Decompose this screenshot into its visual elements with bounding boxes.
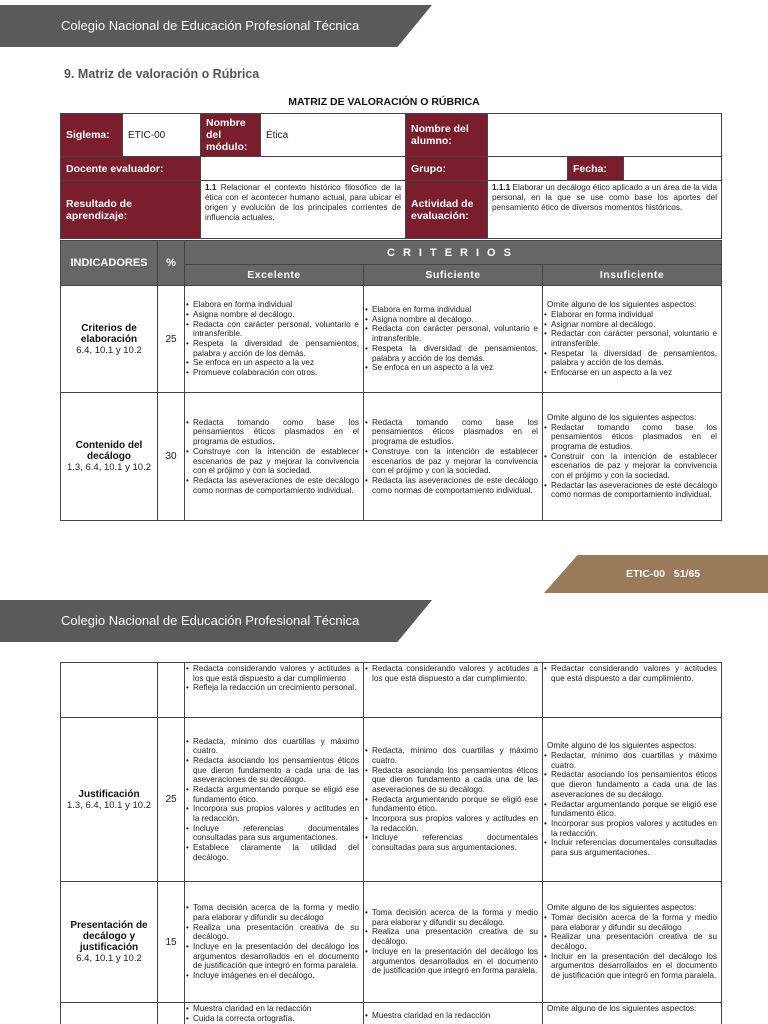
list-item: • Incluir en la presentación del decálogo los argumentos desarrollados en el documento de justificación que integró en forma paralela. [547, 952, 717, 981]
table-row [61, 393, 722, 521]
grupo-label: Grupo: [406, 157, 488, 181]
footer-page [626, 555, 700, 593]
list-item: • Enfocarse en un aspecto a la vez [547, 368, 717, 378]
indicator-cell [61, 663, 158, 718]
indicator-name: Presentación de decálogo y justificación [70, 920, 148, 953]
list-item: • Elabora en forma individual [189, 300, 359, 310]
info-table [60, 113, 722, 239]
alumno-value [488, 114, 722, 157]
criterios-header: CRITERIOS [185, 241, 722, 265]
list-item: • Incorpora sus propios valores y actitudes en la redacción. [189, 804, 359, 823]
suficiente-cell [364, 393, 543, 521]
pct-cell: 25 [158, 286, 185, 393]
excelente-cell [185, 663, 364, 718]
indicator-name: Justificación [78, 788, 140, 800]
header-title: Colegio Nacional de Educación Profesional Técnica [61, 613, 360, 628]
list-item: • Incluye referencias documentales consultadas para sus argumentaciones. [189, 824, 359, 843]
list-item: • Redacta argumentando porque se eligió ese fundamento ético. [189, 785, 359, 804]
footer-page-number: 51/65 [673, 568, 701, 580]
table-row [61, 882, 722, 1003]
list-item: • Redactar con carácter personal, voluntario e intransferible. [547, 329, 717, 348]
list-item: • Redactar, mínimo dos cuartillas y máximo cuatro. [547, 751, 717, 770]
list-item: • Incluye en la presentación del decálogo los argumentos desarrollados en el documento de justificación que integró en forma paralela. [368, 947, 538, 976]
list-item: • Construye con la intención de establecer escenarios de paz y mejorar la convivencia con el prójimo y con la sociedad. [189, 447, 359, 476]
indicator-cell [61, 718, 158, 882]
rubric-table-continued [60, 662, 722, 1024]
indicator-cell [61, 882, 158, 1003]
list-item: • Redacta con carácter personal, voluntario e intransferible. [189, 320, 359, 339]
footer-code: ETIC-00 [626, 568, 666, 580]
indicator-name: Contenido del decálogo [75, 440, 143, 462]
insuficiente-header: Insuficiente [543, 265, 722, 286]
pct-cell [158, 663, 185, 718]
modulo-value: Ética [261, 114, 406, 157]
table-row [61, 718, 722, 882]
list-item: • Incorpora sus propios valores y actitudes en la redacción. [368, 814, 538, 833]
excelente-cell [185, 393, 364, 521]
table-row [61, 663, 722, 718]
indicator-refs: 6.4, 10.1 y 10.2 [76, 344, 142, 356]
grupo-value [488, 157, 568, 181]
suficiente-cell [364, 1003, 543, 1024]
list-item: • Redacta, mínimo dos cuartillas y máximo cuatro. [368, 746, 538, 765]
list-item: • Redactar argumentando porque se eligió ese fundamento ético. [547, 800, 717, 819]
list-item: • Construye con la intención de establecer escenarios de paz y mejorar la convivencia con el prójimo y con la sociedad. [368, 447, 538, 476]
resultado-text [201, 181, 406, 239]
excelente-cell [185, 882, 364, 1003]
list-item: • Redacta las aseveraciones de este decálogo como normas de comportamiento individual. [189, 476, 359, 495]
insuficiente-intro: Omite alguno de los siguientes aspectos: [547, 741, 697, 751]
list-item: • Elabora en forma individual [368, 305, 538, 315]
list-item: • Redactar considerando valores y actitudes que está dispuesto a dar cumplimiento. [547, 664, 717, 683]
list-item: • Asignar nombre al decálogo. [547, 320, 717, 330]
docente-label: Docente evaluador: [61, 157, 201, 181]
list-item: • Toma decisión acerca de la forma y medio para elaborar y difundir su decálogo [189, 903, 359, 922]
list-item: • Redactar asociando los pensamientos éticos que dieron fundamento a cada una de las aseveraciones de su decálogo. [547, 770, 717, 799]
excelente-cell [185, 718, 364, 882]
section-number: 9. [64, 67, 75, 81]
pct-cell: 25 [158, 718, 185, 882]
excelente-cell [185, 1003, 364, 1024]
list-item: • Asigna nombre al decálogo. [368, 315, 538, 325]
insuficiente-cell [543, 663, 722, 718]
list-item: • Incluye imágenes en el decálogo. [189, 971, 359, 981]
list-item: • Redacta las aseveraciones de este decálogo como normas de comportamiento individual. [368, 476, 538, 495]
list-item: • Redacta considerando valores y actitudes a los que está dispuesto a dar cumplimiento. [368, 664, 538, 683]
insuficiente-intro: Omite alguno de los siguientes aspectos: [547, 903, 697, 913]
indicator-refs: 1.3, 6.4, 10.1 y 10.2 [67, 462, 151, 473]
list-item: • Muestra claridad en la redacción [189, 1004, 359, 1014]
pct-cell: 15 [158, 882, 185, 1003]
header-title: Colegio Nacional de Educación Profesional Técnica [61, 18, 360, 33]
list-item: • Realiza una presentación creativa de su decálogo. [368, 927, 538, 946]
suficiente-header: Suficiente [364, 265, 543, 286]
list-item: • Incluye referencias documentales consultadas para sus argumentaciones. [368, 833, 538, 852]
pct-header: % [158, 241, 185, 286]
list-item: • Establece claramente la utilidad del decálogo. [189, 843, 359, 862]
list-item: • Respetar la diversidad de pensamientos, palabra y acción de los demás. [547, 349, 717, 368]
list-item: • Tomar decisión acerca de la forma y medio para elaborar y difundir su decálogo [547, 913, 717, 932]
list-item: • Incorporar sus propios valores y actitudes en la redacción. [547, 819, 717, 838]
list-item: • Redactar las aseveraciones de este decálogo como normas de comportamiento individual. [547, 481, 717, 500]
fecha-label: Fecha: [568, 157, 624, 181]
list-item: • Respeta la diversidad de pensamientos, palabra y acción de los demás. [189, 339, 359, 358]
insuficiente-cell [543, 882, 722, 1003]
suficiente-cell [364, 718, 543, 882]
fecha-value [624, 157, 722, 181]
docente-value [201, 157, 406, 181]
insuficiente-cell [543, 1003, 722, 1024]
list-item: • Incluye en la presentación del decálogo los argumentos desarrollados en el documento de justificación que integró en forma paralela. [189, 942, 359, 971]
section-title [64, 67, 259, 81]
table-row [61, 286, 722, 393]
list-item: • Asigna nombre al decálogo. [189, 310, 359, 320]
list-item: • Redacta con carácter personal, voluntario e intransferible. [368, 324, 538, 343]
list-item: • Realiza una presentación creativa de su decálogo. [189, 923, 359, 942]
list-item: • Redacta tomando como base los pensamientos éticos plasmados en el programa de estudios. [189, 418, 359, 447]
actividad-text [488, 181, 722, 239]
list-item: • Incluir referencias documentales consultadas para sus argumentaciones. [547, 838, 717, 857]
list-item: • Redacta asociando los pensamientos éticos que dieron fundamento a cada una de las aseveraciones de su decálogo. [368, 766, 538, 795]
actividad-num: 1.1.1 [492, 183, 511, 192]
alumno-label: Nombre del alumno: [406, 114, 488, 157]
indicator-name: Criterios de elaboración [80, 322, 138, 345]
pct-cell [158, 1003, 185, 1024]
list-item: • Promueve colaboración con otros. [189, 368, 359, 378]
modulo-label: Nombre del módulo: [201, 114, 261, 157]
actividad-label: Actividad de evaluación: [406, 181, 488, 239]
excelente-cell [185, 286, 364, 393]
list-item: • Refleja la redacción un crecimiento personal. [189, 683, 359, 693]
suficiente-cell [364, 286, 543, 393]
suficiente-cell [364, 663, 543, 718]
indicator-cell [61, 1003, 158, 1024]
list-item: • Elaborar en forma individual [547, 310, 717, 320]
resultado-desc: Relacionar el contexto histórico filosófico de la ética con el acontecer humano actual, para ubicar el origen y evolución de los principales corrientes de influencia actuales. [205, 183, 402, 222]
rubric-table [60, 240, 722, 521]
siglema-value: ETIC-00 [123, 114, 201, 157]
list-item: • Se enfoca en un aspecto a la vez [189, 358, 359, 368]
actividad-desc: Elaborar un decálogo ético aplicado a un área de la vida personal, en la que se use como base los aportes del pensamiento ético de diversos momentos históricos. [492, 183, 718, 212]
resultado-num: 1.1 [205, 183, 217, 192]
list-item: • Redactar tomando como base los pensamientos éticos plasmados en el programa de estudios. [547, 423, 717, 452]
table-row [61, 1003, 722, 1024]
list-item: • Redacta tomando como base los pensamientos éticos plasmados en el programa de estudios. [368, 418, 538, 447]
insuficiente-cell [543, 718, 722, 882]
excelente-header: Excelente [185, 265, 364, 286]
list-item: • Realizar una presentación creativa de su decálogo. [547, 932, 717, 951]
list-item: • Toma decisión acerca de la forma y medio para elaborar y difundir su decálogo. [368, 908, 538, 927]
indicator-cell [61, 393, 158, 521]
siglema-label: Siglema: [61, 114, 123, 157]
indicadores-header: INDICADORES [61, 241, 158, 286]
list-item: • Cuida la correcta ortografía. [189, 1014, 359, 1024]
pct-cell: 30 [158, 393, 185, 521]
list-item: • Se enfoca en un aspecto a la vez [368, 363, 538, 373]
insuficiente-intro: Omite alguno de los siguientes aspectos: [547, 1004, 697, 1013]
indicator-refs: 6.4, 10.1 y 10.2 [76, 953, 142, 964]
section-text: Matriz de valoración o Rúbrica [77, 67, 260, 81]
list-item: • Redacta considerando valores y actitudes a los que está dispuesto a dar cumplimiento [189, 664, 359, 683]
insuficiente-intro: Omite alguno de los siguientes aspectos: [547, 412, 697, 422]
list-item: • Redacta, mínimo dos cuartillas y máximo cuatro. [189, 737, 359, 756]
insuficiente-cell [543, 393, 722, 521]
list-item: • Redacta argumentando porque se eligió ese fundamento ético. [368, 795, 538, 814]
insuficiente-cell [543, 286, 722, 393]
indicator-cell [61, 286, 158, 393]
list-item: • Respeta la diversidad de pensamientos, palabra y acción de los demás. [368, 344, 538, 363]
list-item: • Construir con la intención de establecer escenarios de paz y mejorar la convivencia con el prójimo y con la sociedad. [547, 452, 717, 481]
list-item: • Muestra claridad en la redacción [368, 1011, 538, 1021]
page-header [0, 5, 768, 47]
indicator-refs: 1.3, 6.4, 10.1 y 10.2 [67, 799, 151, 811]
list-item: • Redacta asociando los pensamientos éticos que dieron fundamento a cada una de las aseveraciones de su decálogo. [189, 756, 359, 785]
resultado-label: Resultado de aprendizaje: [61, 181, 201, 239]
suficiente-cell [364, 882, 543, 1003]
insuficiente-intro: Omite alguno de los siguientes aspectos: [547, 300, 697, 310]
page-header-2 [0, 600, 768, 642]
matrix-title: MATRIZ DE VALORACIÓN O RÚBRICA [288, 96, 480, 108]
